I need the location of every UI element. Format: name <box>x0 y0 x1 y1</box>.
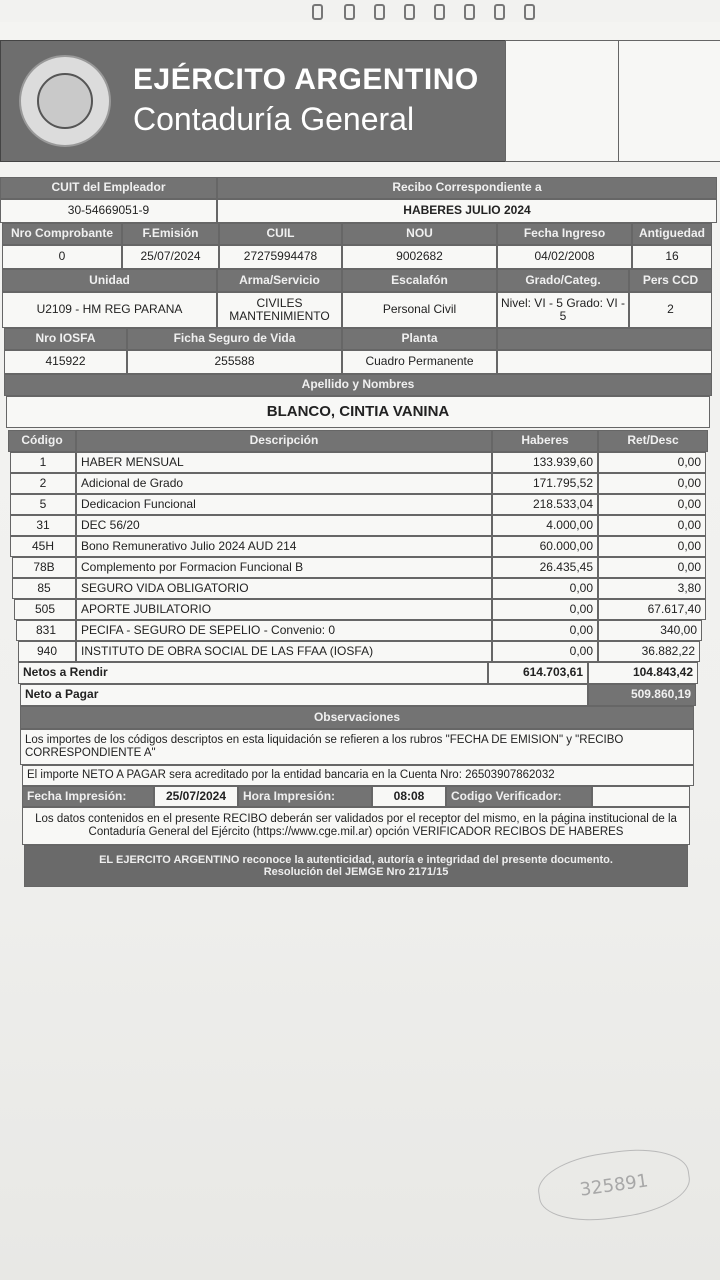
validation-text: Los datos contenidos en el presente RECIBO deberán ser validados por el receptor del mismo, en la página institucional de la Contaduría General del Ejército (https://www.cge.mil.ar) opción VERIFICADOR RECIBOS DE HABERES <box>22 807 690 845</box>
row-ret: 0,00 <box>598 473 706 494</box>
row-haberes: 0,00 <box>492 620 598 641</box>
nro-comprobante-value: 0 <box>2 245 122 269</box>
fecha-impresion-value: 25/07/2024 <box>154 786 238 807</box>
observaciones-label: Observaciones <box>20 706 694 729</box>
ficha-label: Ficha Seguro de Vida <box>127 328 342 350</box>
row-ret: 3,80 <box>598 578 706 599</box>
row-haberes: 4.000,00 <box>492 515 598 536</box>
planta-extra-value <box>497 350 712 374</box>
iosfa-value: 415922 <box>4 350 127 374</box>
row-code: 45H <box>10 536 76 557</box>
cuenta-text: El importe NETO A PAGAR sera acreditado por la entidad bancaria en la Cuenta Nro: 26503907862032 <box>22 765 694 786</box>
row-ret: 340,00 <box>598 620 702 641</box>
row-description: Bono Remunerativo Julio 2024 AUD 214 <box>76 536 492 557</box>
notebook-binding <box>0 0 720 22</box>
row-code: 85 <box>12 578 76 599</box>
row-description: DEC 56/20 <box>76 515 492 536</box>
row-ret: 36.882,22 <box>598 641 700 662</box>
antiguedad-value: 16 <box>632 245 712 269</box>
binding-ring <box>404 4 415 20</box>
row-description: INSTITUTO DE OBRA SOCIAL DE LAS FFAA (IOSFA) <box>76 641 492 662</box>
employee-name: BLANCO, CINTIA VANINA <box>6 396 710 428</box>
header-empty-box <box>505 40 619 162</box>
grado-value: Nivel: VI - 5 Grado: VI - 5 <box>497 292 629 328</box>
header-empty-box <box>618 40 720 162</box>
nro-comprobante-label: Nro Comprobante <box>2 223 122 245</box>
fecha-ingreso-value: 04/02/2008 <box>497 245 632 269</box>
row-description: HABER MENSUAL <box>76 452 492 473</box>
row-haberes: 0,00 <box>492 641 598 662</box>
arma-value: CIVILES MANTENIMIENTO <box>217 292 342 328</box>
nou-label: NOU <box>342 223 497 245</box>
col-ret-header: Ret/Desc <box>598 430 708 452</box>
binding-ring <box>434 4 445 20</box>
binding-ring <box>464 4 475 20</box>
row-code: 5 <box>10 494 76 515</box>
row-code: 831 <box>16 620 76 641</box>
row-ret: 0,00 <box>598 515 706 536</box>
row-ret: 0,00 <box>598 557 706 578</box>
handwritten-mark: 325891 <box>534 1142 694 1229</box>
binding-ring <box>312 4 323 20</box>
authenticity-footer <box>24 845 688 887</box>
grado-label: Grado/Categ. <box>497 269 629 292</box>
planta-label: Planta <box>342 328 497 350</box>
netos-haberes: 614.703,61 <box>488 662 588 684</box>
row-description: PECIFA - SEGURO DE SEPELIO - Convenio: 0 <box>76 620 492 641</box>
binding-ring <box>374 4 385 20</box>
row-haberes: 60.000,00 <box>492 536 598 557</box>
row-ret: 0,00 <box>598 536 706 557</box>
row-code: 31 <box>10 515 76 536</box>
f-emision-label: F.Emisión <box>122 223 219 245</box>
row-description: SEGURO VIDA OBLIGATORIO <box>76 578 492 599</box>
row-ret: 0,00 <box>598 452 706 473</box>
ficha-value: 255588 <box>127 350 342 374</box>
row-description: APORTE JUBILATORIO <box>76 599 492 620</box>
binding-ring <box>344 4 355 20</box>
neto-pagar-value: 509.860,19 <box>588 684 696 706</box>
neto-pagar-label: Neto a Pagar <box>20 684 588 706</box>
f-emision-value: 25/07/2024 <box>122 245 219 269</box>
codigo-verificador-label: Codigo Verificador: <box>446 786 592 807</box>
row-description: Complemento por Formacion Funcional B <box>76 557 492 578</box>
unidad-value: U2109 - HM REG PARANA <box>2 292 217 328</box>
escalafon-value: Personal Civil <box>342 292 497 328</box>
authenticity-line-2: Resolución del JEMGE Nro 2171/15 <box>263 866 449 878</box>
row-haberes: 0,00 <box>492 578 598 599</box>
pers-ccd-label: Pers CCD <box>629 269 712 292</box>
army-seal-logo <box>19 55 111 147</box>
escalafon-label: Escalafón <box>342 269 497 292</box>
row-ret: 67.617,40 <box>598 599 706 620</box>
col-descripcion-header: Descripción <box>76 430 492 452</box>
netos-ret: 104.843,42 <box>588 662 698 684</box>
cuit-label: CUIT del Empleador <box>0 177 217 199</box>
planta-value: Cuadro Permanente <box>342 350 497 374</box>
row-description: Dedicacion Funcional <box>76 494 492 515</box>
row-ret: 0,00 <box>598 494 706 515</box>
codigo-verificador-value <box>592 786 690 807</box>
document-header <box>0 40 506 162</box>
fecha-impresion-label: Fecha Impresión: <box>22 786 154 807</box>
hora-impresion-value: 08:08 <box>372 786 446 807</box>
cuil-value: 27275994478 <box>219 245 342 269</box>
unidad-label: Unidad <box>2 269 217 292</box>
row-haberes: 171.795,52 <box>492 473 598 494</box>
row-code: 1 <box>10 452 76 473</box>
planta-extra-header <box>497 328 712 350</box>
row-haberes: 0,00 <box>492 599 598 620</box>
authenticity-line-1: EL EJERCITO ARGENTINO reconoce la autenticidad, autoría e integridad del presente documento. <box>99 853 613 866</box>
row-code: 2 <box>10 473 76 494</box>
row-haberes: 218.533,04 <box>492 494 598 515</box>
netos-label: Netos a Rendir <box>18 662 488 684</box>
nou-value: 9002682 <box>342 245 497 269</box>
row-haberes: 26.435,45 <box>492 557 598 578</box>
arma-label: Arma/Servicio <box>217 269 342 292</box>
cuil-label: CUIL <box>219 223 342 245</box>
header-subtitle: Contaduría General <box>133 101 415 137</box>
row-haberes: 133.939,60 <box>492 452 598 473</box>
col-codigo-header: Código <box>8 430 76 452</box>
col-haberes-header: Haberes <box>492 430 598 452</box>
binding-ring <box>494 4 505 20</box>
binding-ring <box>524 4 535 20</box>
row-code: 505 <box>14 599 76 620</box>
recibo-label: Recibo Correspondiente a <box>217 177 717 199</box>
row-code: 78B <box>12 557 76 578</box>
iosfa-label: Nro IOSFA <box>4 328 127 350</box>
antiguedad-label: Antiguedad <box>632 223 712 245</box>
observaciones-text: Los importes de los códigos descriptos en esta liquidación se refieren a los rubros "FECHA DE EMISION" y "RECIBO CORRESPONDIENTE A" <box>20 729 694 765</box>
hora-impresion-label: Hora Impresión: <box>238 786 372 807</box>
recibo-value: HABERES JULIO 2024 <box>217 199 717 223</box>
row-code: 940 <box>18 641 76 662</box>
pers-ccd-value: 2 <box>629 292 712 328</box>
cuit-value: 30-54669051-9 <box>0 199 217 223</box>
row-description: Adicional de Grado <box>76 473 492 494</box>
fecha-ingreso-label: Fecha Ingreso <box>497 223 632 245</box>
header-title: EJÉRCITO ARGENTINO <box>133 63 479 96</box>
apellido-label: Apellido y Nombres <box>4 374 712 396</box>
